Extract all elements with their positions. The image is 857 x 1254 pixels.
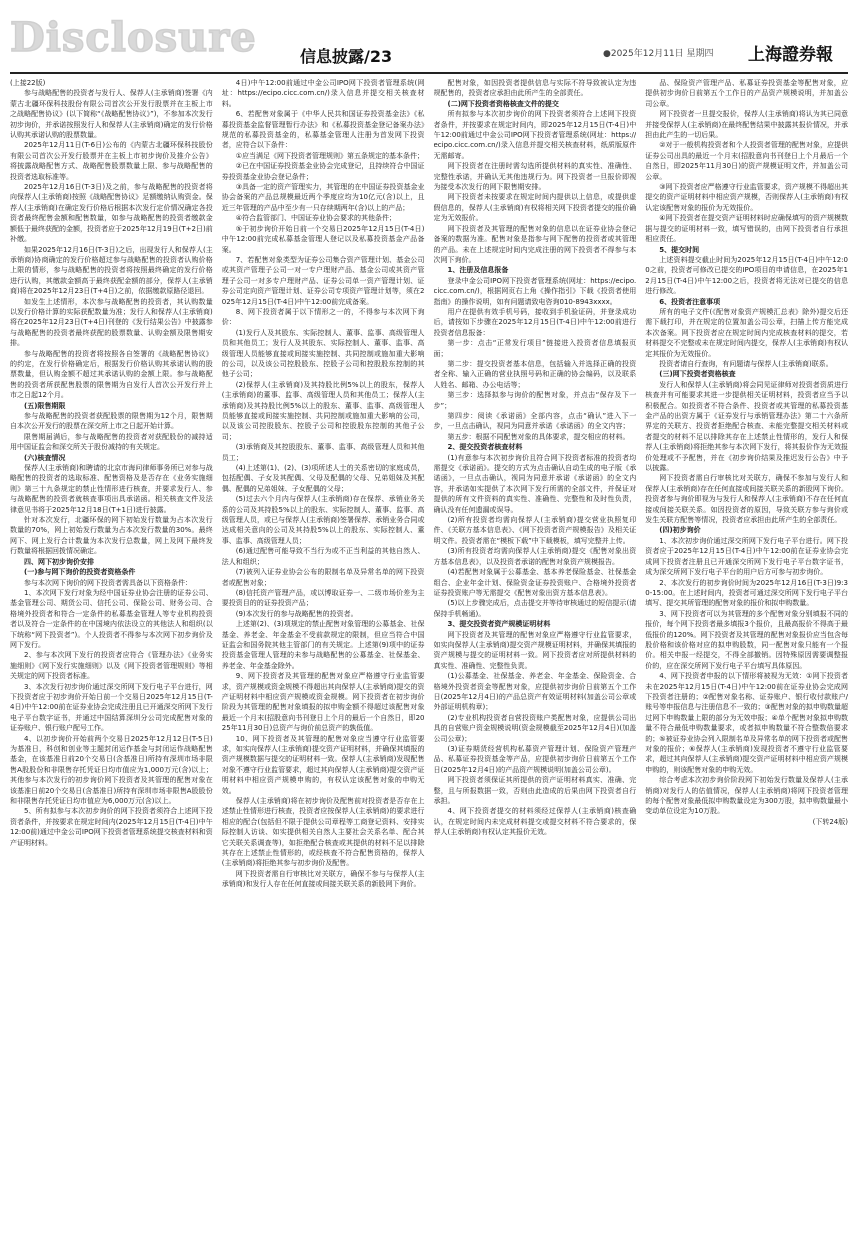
paragraph: (3)所有投资者均需向保荐人(主承销商)提交《配售对象出资方基本信息表》，以及投资者承诺的配售对象资产规模报告。 — [433, 547, 637, 566]
paragraph: (5)以上步骤完成后，点击提交并等待审核通过的短信提示(请保持手机畅通)。 — [433, 599, 637, 618]
paragraph: ①应当满足《网下投资者管理规则》第五条规定的基本条件； — [235, 151, 425, 160]
paragraph: 网下投资者须保证其所提供的资产证明材料真实、准确、完整，且与所报数据一致，否则由此造成的后果由网下投资者自行承担。 — [433, 776, 637, 806]
paragraph: (2)所有投资者均需向保荐人(主承销商)提交营业执照复印件、《关联方基本信息表》、《网下投资者资产规模报告》及相关证明文件。投资者需在“模板下载”中下载模板，填写完整并上传。 — [433, 516, 637, 545]
paragraph: 保荐人(主承销商)将在初步询价及配售前对投资者是否存在上述禁止性情形进行核查，投资者应按保荐人(主承销商)的要求进行相应的配合(包括但不限于提供公司章程等工商登记资料、安排实际控制人访谈、如实提供相关自然人主要社会关系名单、配合其它关联关系调查等)，如拒绝配合核查或其提供的材料不足以排除其存在上述禁止性情形的，或经核查不符合配售资格的，保荐人(主承销商)将拒绝其参与初步询价及配售。 — [221, 797, 425, 868]
paragraph: 网下投资者需自行审核比对关联方，确保不参加与发行人和保荐人(主承销商)存在任何直接或间接关联关系的新股网下询价。投资者参与询价即视为与发行人和保荐人(主承销商)不存在任何直接或间接关联关系。如因投资者的原因，导致关联方参与询价或发生关联方配售等情况，投资者应承担由此所产生的全部责任。 — [645, 474, 848, 525]
paragraph: 2025年12月11日(T-6日)公布的《内蒙古北疆环保科技股份有限公司首次公开发行股票并在主板上市初步询价及推介公告》将披露战略配售方式、战略配售股票数量上限、参与战略配售的投资者选取标准等。 — [10, 141, 213, 181]
paragraph: (六)核查情况 — [24, 453, 66, 462]
paragraph: ②对于一般机构投资者和个人投资者管理的配售对象，应提供证券公司出具的最近一个月末(招股意向书刊登日上个月最后一个自然日，即2025年11月30日)的资产规模证明文件，并加盖公司公章。 — [645, 141, 848, 181]
paragraph: (4)上述第(1)、(2)、(3)项所述人士的关系密切的家庭成员，包括配偶、子女及其配偶、父母及配偶的父母、兄弟姐妹及其配偶、配偶的兄弟姐妹、子女配偶的父母； — [221, 464, 425, 493]
paragraph: 3、提交投资者资产规模证明材料 — [447, 620, 551, 629]
paragraph: 5、所有拟参与本次初步询价的网下投资者须符合上述网下投资者条件，并按要求在规定时间内(2025年12月15日(T-4日)中午12:00前)通过中金公司IPO网下投资者管理系统提交核查材料和资产证明材料。 — [10, 807, 213, 847]
column-3 — [434, 78, 637, 1238]
paragraph: 第一步：点击“正常发行项目”链接进入投资者信息填报页面； — [433, 339, 637, 358]
paragraph: 1、注册及信息报备 — [447, 266, 509, 275]
paragraph: ②已在中国证券投资基金业协会完成登记，且持续符合中国证券投资基金业协会登记条件； — [221, 162, 425, 181]
paragraph: 如发生上述情形，本次参与战略配售的投资者，其认购数量以发行价格计算的实际获配数量为准；发行人和保荐人(主承销商)将在2025年12月23日(T+4日)刊登的《发行结果公告》中披露参与战略配售的投资者最终获配的股票数量、认购金额及限售期安排。 — [10, 297, 213, 348]
paragraph: 投资者请自行查询，有问题请与保荐人(主承销商)联系。 — [659, 359, 833, 368]
paragraph: 2、本次发行的初步询价时间为2025年12月16日(T-3日)9:30-15:00。在上述时间内，投资者可通过深交所网下发行电子平台填写、提交其所管理的配售对象的报价和拟申购数量。 — [645, 578, 848, 608]
paragraph: 网下投资者需自行审核比对关联方，确保不参与与保荐人(主承销商)和发行人存在任何直接或间接关联关系的新股网下询价。 — [221, 869, 425, 889]
paragraph: 配售对象，如因投资者提供信息与实际不符导致被认定为违规配售的，投资者应承担由此所产生的全部责任。 — [433, 79, 637, 98]
paragraph: 4、以初步询价开始前两个交易日2025年12月12日(T-5日)为基准日，科创和创业等主题封闭运作基金与封闭运作战略配售基金，在该基准日前20个交易日(含基准日)所持有深圳市场非限售A股股份和非限售存托凭证日均市值应为1,000万元(含)以上；其他参与本次发行的初步询价网下投资者及其管理的配售对象在该基准日前20个交易日(含基准日)所持有深圳市场非限售A股股份和非限售存托凭证日均市值应为6,000万元(含)以上。 — [10, 734, 213, 806]
paragraph: (三)网下投资者资格核查 — [659, 370, 736, 379]
paragraph: (一)参与网下询价的投资者资格条件 — [24, 568, 136, 577]
column-2 — [222, 78, 425, 1238]
paragraph: 上述资料提交截止时间为2025年12月15日(T-4日)中午12:00之前，投资者可修改已提交的IPO项目的申请信息，在2025年12月15日(T-4日)中午12:00之后，投资者将无法对已提交的信息进行修改。 — [645, 255, 848, 296]
paragraph: 登录中金公司IPO网下投资者管理系统(网址：https://ecipo.cicc.com.cn/)，根据网页右上角《操作指引》下载《投资者使用指南》的操作说明，如有问题请致电咨询010-8943xxxx。 — [433, 276, 637, 306]
paragraph: 四、网下初步询价安排 — [24, 557, 94, 566]
paragraph: (2)专业机构投资者自营投资账户类配售对象，应提供公司出具的自营账户资金规模说明(资金规模截至2025年12月4日)(加盖公司公章)； — [433, 713, 637, 743]
paragraph: 10、网下投资者及其管理的配售对象应当遵守行业监管要求，如实向保荐人(主承销商)提交资产证明材料，并确保其填报的资产规模数据与提交的证明材料一致。保荐人(主承销商)发现配售对象不遵守行业监管要求，超过其向保荐人(主承销商)提交资产证明材料中相应资产规模申购的，有权认定该配售对象的申购无效。 — [221, 734, 425, 795]
paragraph: (上接22版) — [10, 79, 46, 87]
paragraph: ④符合监管部门、中国证券业协会要求的其他条件； — [235, 214, 397, 223]
paragraph: 网下投资者及其管理的配售对象的信息以在证券业协会登记备案的数据为准。配售对象是指参与网下配售的投资者或其管理的产品。未在上述规定时间内完成注册的网下投资者不得参与本次网下询价。 — [433, 224, 637, 264]
paragraph: 上述第(2)、(3)项规定的禁止配售对象管理的公募基金、社保基金、养老金、年金基金不受前款规定的限制，但应当符合中国证监会和国务院其他主管部门的有关规定。上述第(9)项中的证券投资基金管理人管理的未参与战略配售的公募基金、社保基金、养老金、年金基金除外。 — [221, 620, 425, 670]
paragraph: 第五步：根据不同配售对象的具体要求，提交相应的材料。 — [447, 432, 630, 441]
paragraph: 所有拟参与本次初步询价的网下投资者须符合上述网下投资者条件，并按要求在规定时间内，即2025年12月15日(T-4日)中午12:00前通过中金公司IPO网下投资者管理系统(网址：https://ecipo.cicc.com.cn/)录入信息并提交相关核查材料，纸质版原件无需邮寄。 — [433, 110, 637, 160]
paragraph: (1)发行人及其股东、实际控制人、董事、监事、高级管理人员和其他员工；发行人及其股东、实际控制人、董事、监事、高级管理人员能够直接或间接实施控制、共同控制或施加重大影响的公司，以及该公司控股股东、控股子公司和控股股东控制的其他子公司； — [221, 328, 425, 379]
paragraph: 参与本次网下询价的网下投资者需具备以下资格条件： — [24, 578, 192, 587]
paragraph: 限售期届满后，参与战略配售的投资者对获配股份的减持适用中国证监会和深交所关于股份减持的有关规定。 — [10, 432, 213, 452]
paragraph: 参与战略配售的投资者将按照各自签署的《战略配售协议》的约定，在发行价格确定后，根据发行价格认购其承诺认购的股票数量，但认购金额不超过其承诺认购的金额上限。参与战略配售的投资者所获配售股票的限售期为自发行人首次公开发行并上市之日起12个月。 — [10, 349, 213, 400]
paragraph: 参与战略配售的投资者与发行人、保荐人(主承销商)签署《内蒙古北疆环保科技股份有限公司首次公开发行股票并在主板上市之战略配售协议》(以下简称“《战略配售协议》”)，不参加本次发行初步询价，并承诺按照发行人和保荐人(主承销商)确定的发行价格认购其承诺认购的股票数量。 — [10, 89, 213, 140]
paragraph: 发行人和保荐人(主承销商)将会同见证律师对投资者资质进行核查并有可能要求其进一步提供相关证明材料，投资者应当予以积极配合。如投资者不符合条件、投资者或其管理的私募投资基金产品的出资方属于《证券发行与承销管理办法》第二十六条所界定的关联方、投资者拒绝配合核查、未能完整提交相关材料或者提交的材料不足以排除其存在上述禁止性情形的，发行人和保荐人(主承销商)将拒绝其参与本次网下发行，将其报价作为无效报价处理或不予配售，并在《初步询价结果及推迟发行公告》中予以披露。 — [645, 380, 848, 473]
paragraph: 3、本次发行初步询价通过深交所网下发行电子平台进行，网下投资者应于初步询价开始日前一个交易日2025年12月15日(T-4日)中午12:00前在证券业协会完成注册且已开通深交所网下发行电子平台数字证书，并通过中国结算深圳分公司完成配售对象的证券账户、银行账户配号工作。 — [10, 682, 213, 733]
paragraph: 第四步：阅读《承诺函》全部内容，点击“确认”进入下一步，一旦点击确认，视同为同意并承诺《承诺函》的全文内容； — [433, 412, 637, 431]
section-brand-logo: Disclosure — [10, 14, 257, 61]
paragraph: 所有的电子文件(《配售对象资产规模汇总表》除外)提交后还需下载打印，并在规定的位置加盖公司公章，扫描上传方能完成本次备案。网下投资者应在规定时间内完成核查材料的提交，若材料提交不完整或未在规定时间内提交，保荐人(主承销商)有权认定其报价为无效报价。 — [645, 307, 848, 358]
paragraph: 3、网下投资者可以为其管理的多个配售对象分别填报不同的报价，每个网下投资者最多填报3个报价，且最高报价不得高于最低报价的120%。网下投资者及其管理的配售对象报价应当包含每股价格和该价格对应的拟申购股数，同一配售对象只能有一个报价。相关申报一经提交，不得全部撤销。因特殊原因需要调整报价的，应在深交所网下发行电子平台填写具体原因。 — [645, 609, 848, 670]
paragraph: (9)本次发行的参与战略配售的投资者。 — [235, 609, 358, 618]
paragraph: (二)网下投资者资格核查文件的提交 — [447, 99, 559, 108]
paragraph: 6、若配售对象属于《中华人民共和国证券投资基金法》《私募投资基金监督管理暂行办法》和《私募投资基金登记备案办法》规范的私募投资基金的，私募基金管理人注册为首发网下投资者，应符合以下条件： — [221, 110, 425, 150]
paragraph: (4)若配售对象属于公募基金、基本养老保险基金、社保基金组合、企业年金计划、保险资金证券投资账户、合格境外投资者证券投资账户等无需提交《配售对象出资方基本信息表》。 — [433, 568, 637, 597]
column-1 — [10, 78, 213, 1238]
paragraph: 9、网下投资者及其管理的配售对象应严格遵守行业监管要求，资产规模或资金规模不得超出其向保荐人(主承销商)提交的资产证明材料中相应资产规模或资金规模。网下投资者在初步询价阶段为其管理的配售对象填报的拟申购金额不得超过该配售对象最近一个月末(招股意向书刊登日上个月的最后一个自然日，即2025年11月30日)总资产与询价前总资产的孰低值。 — [221, 672, 425, 733]
paragraph: (1)有意参与本次初步询价且符合网下投资者标准的投资者均需提交《承诺函》。提交的方式为点击确认自动生成的电子版《承诺函》，一旦点击确认，视同为同意并承诺《承诺函》的全文内容，并承诺如实提供了本次网下发行所需的全部文件，并保证对提供的所有文件资料的真实性、准确性、完整性和及时性负责，确认没有任何遗漏或误导。 — [433, 453, 637, 514]
paragraph: 1、本次初步询价通过深交所网下发行电子平台进行。网下投资者应于2025年12月15日(T-4日)中午12:00前在证券业协会完成网下投资者注册且已开通深交所网下发行电子平台数字证书，成为深交所网下发行电子平台的用户后方可参与初步询价。 — [645, 536, 848, 577]
paragraph: 网下投资者未按要求在规定时间内提供以上信息，或提供虚假信息的，保荐人(主承销商)有权将相关网下投资者提交的报价确定为无效报价。 — [433, 193, 637, 223]
paragraph: 4日)中午12:00前通过中金公司IPO网下投资者管理系统(网址：https://ecipo.cicc.com.cn/)录入信息并提交相关核查材料。 — [221, 79, 425, 108]
paragraph: 品、保险资产管理产品、私募证券投资基金等配售对象，应提供初步询价日前第五个工作日的产品资产规模说明，并加盖公司公章。 — [645, 79, 848, 108]
paragraph: 参与战略配售的投资者获配股票的限售期为12个月，限售期自本次公开发行的股票在深交所上市之日起开始计算。 — [10, 412, 213, 431]
paragraph: (5)过去六个月内与保荐人(主承销商)存在保荐、承销业务关系的公司及其持股5%以上的股东、实际控制人、董事、监事、高级管理人员，或已与保荐人(主承销商)签署保荐、承销业务合同或达成相关意向的公司及其持股5%以上的股东、实际控制人、董事、监事、高级管理人员； — [221, 495, 425, 545]
paragraph: 针对本次发行，北疆环保的网下初始发行数量为占本次发行数量的70%，网上初始发行数量为占本次发行数量的30%。最终网下、网上发行合计数量为本次发行总数量，网上及网下最终发行数量将根据回拨情况确定。 — [10, 516, 213, 556]
paragraph: 1、本次网下发行对象为经中国证券业协会注册的证券公司、基金管理公司、期货公司、信托公司、保险公司、财务公司、合格境外投资者和符合一定条件的私募基金管理人等专业机构投资者以及符合一定条件的在中国境内依法设立的其他法人和组织(以下统称“网下投资者”)。个人投资者不得参与本次网下初步询价及网下发行。 — [10, 588, 213, 649]
paragraph: 第三步：选择拟参与询价的配售对象，并点击“保存及下一步”； — [433, 391, 637, 410]
column-4 — [645, 78, 848, 1238]
page-section-title: 信息披露/23 — [300, 47, 393, 66]
paragraph: 2025年12月16日(T-3日)及之前，参与战略配售的投资者将向保荐人(主承销商)按照《战略配售协议》足额缴纳认购资金。保荐人(主承销商)在确定发行价格后根据本次发行定价情况确定各投资者最终配售金额和配售数量，如参与战略配售的投资者缴款金额低于最终获配的金额，投资者应于2025年12月19日(T+2日)前补缴。 — [10, 183, 213, 244]
paragraph: 综合考虑本次初步询价阶段网下初始发行数量及保荐人(主承销商)对发行人的估值情况，保荐人(主承销商)将网下投资者管理的每个配售对象最低拟申购数量设定为300万股，拟申购数量最小变动单位设定为10万股。 — [645, 776, 848, 816]
dateline: ●2025年12月11日 星期四 — [603, 49, 714, 59]
newspaper-name: 上海證券報 — [748, 45, 833, 65]
paragraph: (五)限售期限 — [24, 401, 66, 410]
paragraph: 网下投资者在注册时需勾选所提供材料的真实性、准确性、完整性承诺，并确认无其他违规行为。网下投资者一旦报价即视为接受本次发行的网下限售期安排。 — [433, 162, 637, 192]
paragraph: 网下投资者一旦提交报价，保荐人(主承销商)将认为其已同意并接受保荐人(主承销商)在最终配售结果中披露其报价情况，并承担由此产生的一切后果。 — [645, 110, 848, 140]
paragraph: 网下投资者及其管理的配售对象应严格遵守行业监管要求，如实向保荐人(主承销商)提交资产规模证明材料，并确保其填报的资产规模与提交的证明材料一致。网下投资者应对所提供材料的真实性、准确性、完整性负责。 — [433, 630, 637, 670]
paragraph: (8)信托资产管理产品，或以博取证券一、二级市场价差为主要投资目的的证券投资产品； — [221, 588, 425, 608]
paragraph: 5、提交时间 — [659, 245, 700, 254]
paragraph: (7)被列入证券业协会公布的限制名单及异常名单的网下投资者或配售对象； — [221, 568, 425, 587]
article-columns — [10, 78, 848, 1238]
paragraph: 6、投资者注意事项 — [659, 297, 721, 306]
paragraph: 8、网下投资者属于以下情形之一的，不得参与本次网下询价： — [221, 307, 425, 327]
header-rule — [10, 72, 848, 74]
paragraph: 第二步：提交投资者基本信息，包括输入并选择正确的投资者全称、输入正确的营业执照号码和正确的协会编码，以及联系人姓名、邮箱、办公电话等； — [433, 359, 637, 389]
paragraph: 如果2025年12月16日(T-3日)之后，出现发行人和保荐人(主承销商)协商确定的发行价格超过参与战略配售的投资者认购价格上限的情形，参与战略配售的投资者将按照最终确定的发行价格进行认购，其缴款金额高于最终获配金额的部分，保荐人(主承销商)将在2025年12月23日(T+4日)之前，依据缴款原路径退回。 — [10, 245, 213, 296]
paragraph: 用户在提供有效手机号码，接收到手机验证码，并登录成功后，请按如下步骤在2025年12月15日(T-4日)中午12:00前进行投资者信息报备： — [433, 307, 637, 337]
paragraph: ⑤于初步询价开始日前一个交易日2025年12月15日(T-4日)中午12:00前完成私募基金管理人登记以及私募投资基金产品备案。 — [221, 224, 425, 254]
paragraph: 保荐人(主承销商)和聘请的北京市海问律师事务所已对参与战略配售的投资者的选取标准、配售资格及是否存在《业务实施细则》第三十九条规定的禁止性情形进行核查，并要求发行人、参与战略配售的投资者就核查事项出具承诺函。相关核查文件及法律意见书将于2025年12月18日(T+1日)进行披露。 — [10, 464, 213, 514]
paragraph: (3)证券期货经营机构私募资产管理计划、保险资产管理产品、私募证券投资基金等产品，应提供初步询价日前第五个工作日(2025年12月4日)的产品资产规模说明(加盖公司公章)。 — [433, 745, 637, 774]
paragraph: 7、若配售对象类型为证券公司集合资产管理计划、基金公司或其资产管理子公司一对一专户理财产品、基金公司或其资产管理子公司一对多专户理财产品、证券公司单一资产管理计划、证券公司定向资产管理计划、证券公司专项资产管理计划等，须在2025年12月15日(T-4日)中午12:00前完成备案。 — [221, 255, 425, 306]
paragraph: (2)保荐人(主承销商)及其持股比例5%以上的股东，保荐人(主承销商)的董事、监事、高级管理人员和其他员工；保荐人(主承销商)及其持股比例5%以上的股东、董事、监事、高级管理人员能够直接或间接实施控制、共同控制或施加重大影响的公司，以及该公司控股股东、控股子公司和控股股东控制的其他子公司； — [221, 380, 425, 441]
paragraph: (1)公募基金、社保基金、养老金、年金基金、保险资金、合格境外投资者资金等配售对象，应提供初步询价日前第五个工作日(2025年12月4日)的产品总资产有效证明材料(加盖公司公章或外部证明机构章)； — [433, 672, 637, 712]
paragraph: (四)初步询价 — [659, 526, 701, 535]
paragraph: 2、参与本次网下发行的投资者应符合《管理办法》《业务实施细则》《网下发行实施细则》以及《网下投资者管理规则》等相关规定的网下投资者标准。 — [10, 651, 213, 681]
paragraph: (3)承销商及其控股股东、董事、监事、高级管理人员和其他员工； — [221, 443, 425, 462]
paragraph: ③网下投资者应严格遵守行业监管要求，资产规模不得超出其提交的资产证明材料中相应资产规模，否则保荐人(主承销商)有权认定该配售对象的报价为无效报价。 — [645, 183, 848, 212]
paragraph: 4、网下投资者申报的以下情形将被视为无效：①网下投资者未在2025年12月15日(T-4日)中午12:00前在证券业协会完成网下投资者注册的；②配售对象名称、证券账户、银行收付款账户/账号等申报信息与注册信息不一致的；③配售对象的拟申购数量超过网下申购数量上限的部分为无效申报；④单个配售对象拟申购数量不符合最低申购数量要求，或者拟申购数量不符合整数倍要求的；⑤被证券业协会列入限制名单及异常名单的网下投资者或配售对象的报价；⑥保荐人(主承销商)发现投资者不遵守行业监管要求，超过其向保荐人(主承销商)提交资产证明材料中相应资产规模申购的，则该配售对象的申购无效。 — [645, 672, 848, 774]
paragraph: (下转24版) — [812, 817, 848, 826]
paragraph: ③具备一定的资产管理实力，其管理的在中国证券投资基金业协会备案的产品总规模最近两个季度应均为10亿元(含)以上，且近三年管理的产品中至少有一只存续期两年(含)以上的产品； — [221, 183, 425, 212]
masthead — [0, 0, 857, 72]
paragraph: 2、提交投资者核查材料 — [447, 443, 523, 452]
paragraph: 4、网下投资者提交的材料须经过保荐人(主承销商)核查确认，在规定时间内未完成材料提交或提交材料不符合要求的，保荐人(主承销商)有权认定其报价无效。 — [433, 807, 637, 837]
paragraph: ④网下投资者在提交资产证明材料时应确保填写的资产规模数据与提交的证明材料一致，填写错误的，由网下投资者自行承担相应责任。 — [645, 214, 848, 244]
paragraph: (6)通过配售可能导致不当行为或不正当利益的其他自然人、法人和组织； — [221, 547, 425, 566]
